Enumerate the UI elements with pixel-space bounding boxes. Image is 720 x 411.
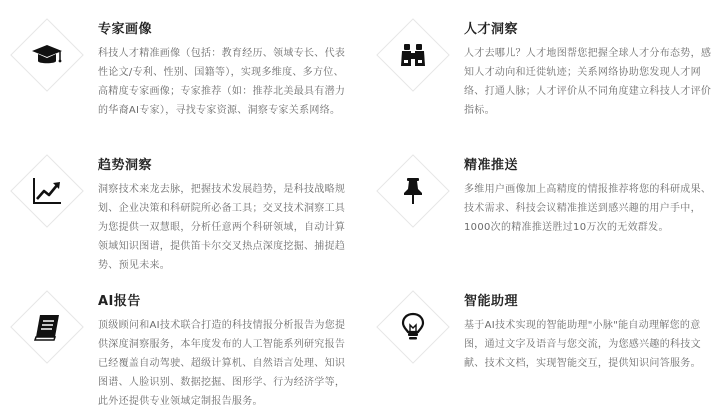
feature-icon-frame [374,288,452,366]
feature-talent-insight [366,0,720,136]
feature-title: 趋势洞察 [98,158,153,173]
feature-icon-frame [8,152,86,230]
feature-smart-assistant [366,272,720,408]
feature-title: AI报告 [98,294,141,309]
feature-precision-push [366,136,720,272]
feature-description: 人才去哪儿？人才地图帮您把握全球人才分布态势，感知人才动向和迁徙轨迹；关系网络协助您发现人才网络、打通人脉；人才评价从不同角度建立科技人才评价指标。 [464,48,712,116]
binoculars-icon [396,38,430,72]
feature-ai-report [0,272,360,408]
feature-trend-insight [0,136,360,272]
feature-description: 基于AI技术实现的智能助理"小脉"能自动理解您的意图，通过文字及语音与您交流，为您感兴趣的科技文献、技术文档，实现智能交互，提供知识问答服务。 [464,320,701,369]
feature-description: 洞察技术来龙去脉，把握技术发展趋势，是科技战略规划、企业决策和科研院所必备工具；交叉技术洞察工具为您提供一双慧眼，分析任意两个科研领域，自动计算领域知识图谱，提供笛卡尔交叉热点深度挖掘、捕捉趋势、预见未来。 [98,184,346,271]
feature-description: 顶级顾问和AI技术联合打造的科技情报分析报告为您提供深度洞察服务，本年度发布的人工智能系列研究报告已经覆盖自动驾驶、超级计算机、自然语言处理、知识图谱、人脸识别、数据挖掘、图形学、行为经济学等，此外还提供专业领域定制报告服务。 [98,320,346,407]
feature-icon-frame [374,16,452,94]
feature-title: 人才洞察 [464,22,519,37]
feature-title: 智能助理 [464,294,519,309]
feature-icon-frame [374,152,452,230]
feature-title: 精准推送 [464,158,519,173]
feature-icon-frame [8,288,86,366]
feature-icon-frame [8,16,86,94]
lightbulb-icon [396,310,430,344]
feature-title: 专家画像 [98,22,153,37]
feature-expert-profile [0,0,360,136]
book-icon [30,310,64,344]
graduation-cap-icon [30,38,64,72]
feature-description: 科技人才精准画像（包括：教育经历、领域专长、代表性论文/专利、性别、国籍等），实现多维度、多方位、高精度专家画像；专家推荐（如：推荐北美最具有潜力的华裔AI专家），寻找专家资源、洞察专家关系网络。 [98,48,346,116]
feature-description: 多维用户画像加上高精度的情报推荐将您的科研成果、技术需求、科技会议精准推送到感兴趣的用户手中，1000次的精准推送胜过10万次的无效群发。 [464,184,712,233]
trend-chart-icon [30,174,64,208]
pushpin-icon [396,174,430,208]
